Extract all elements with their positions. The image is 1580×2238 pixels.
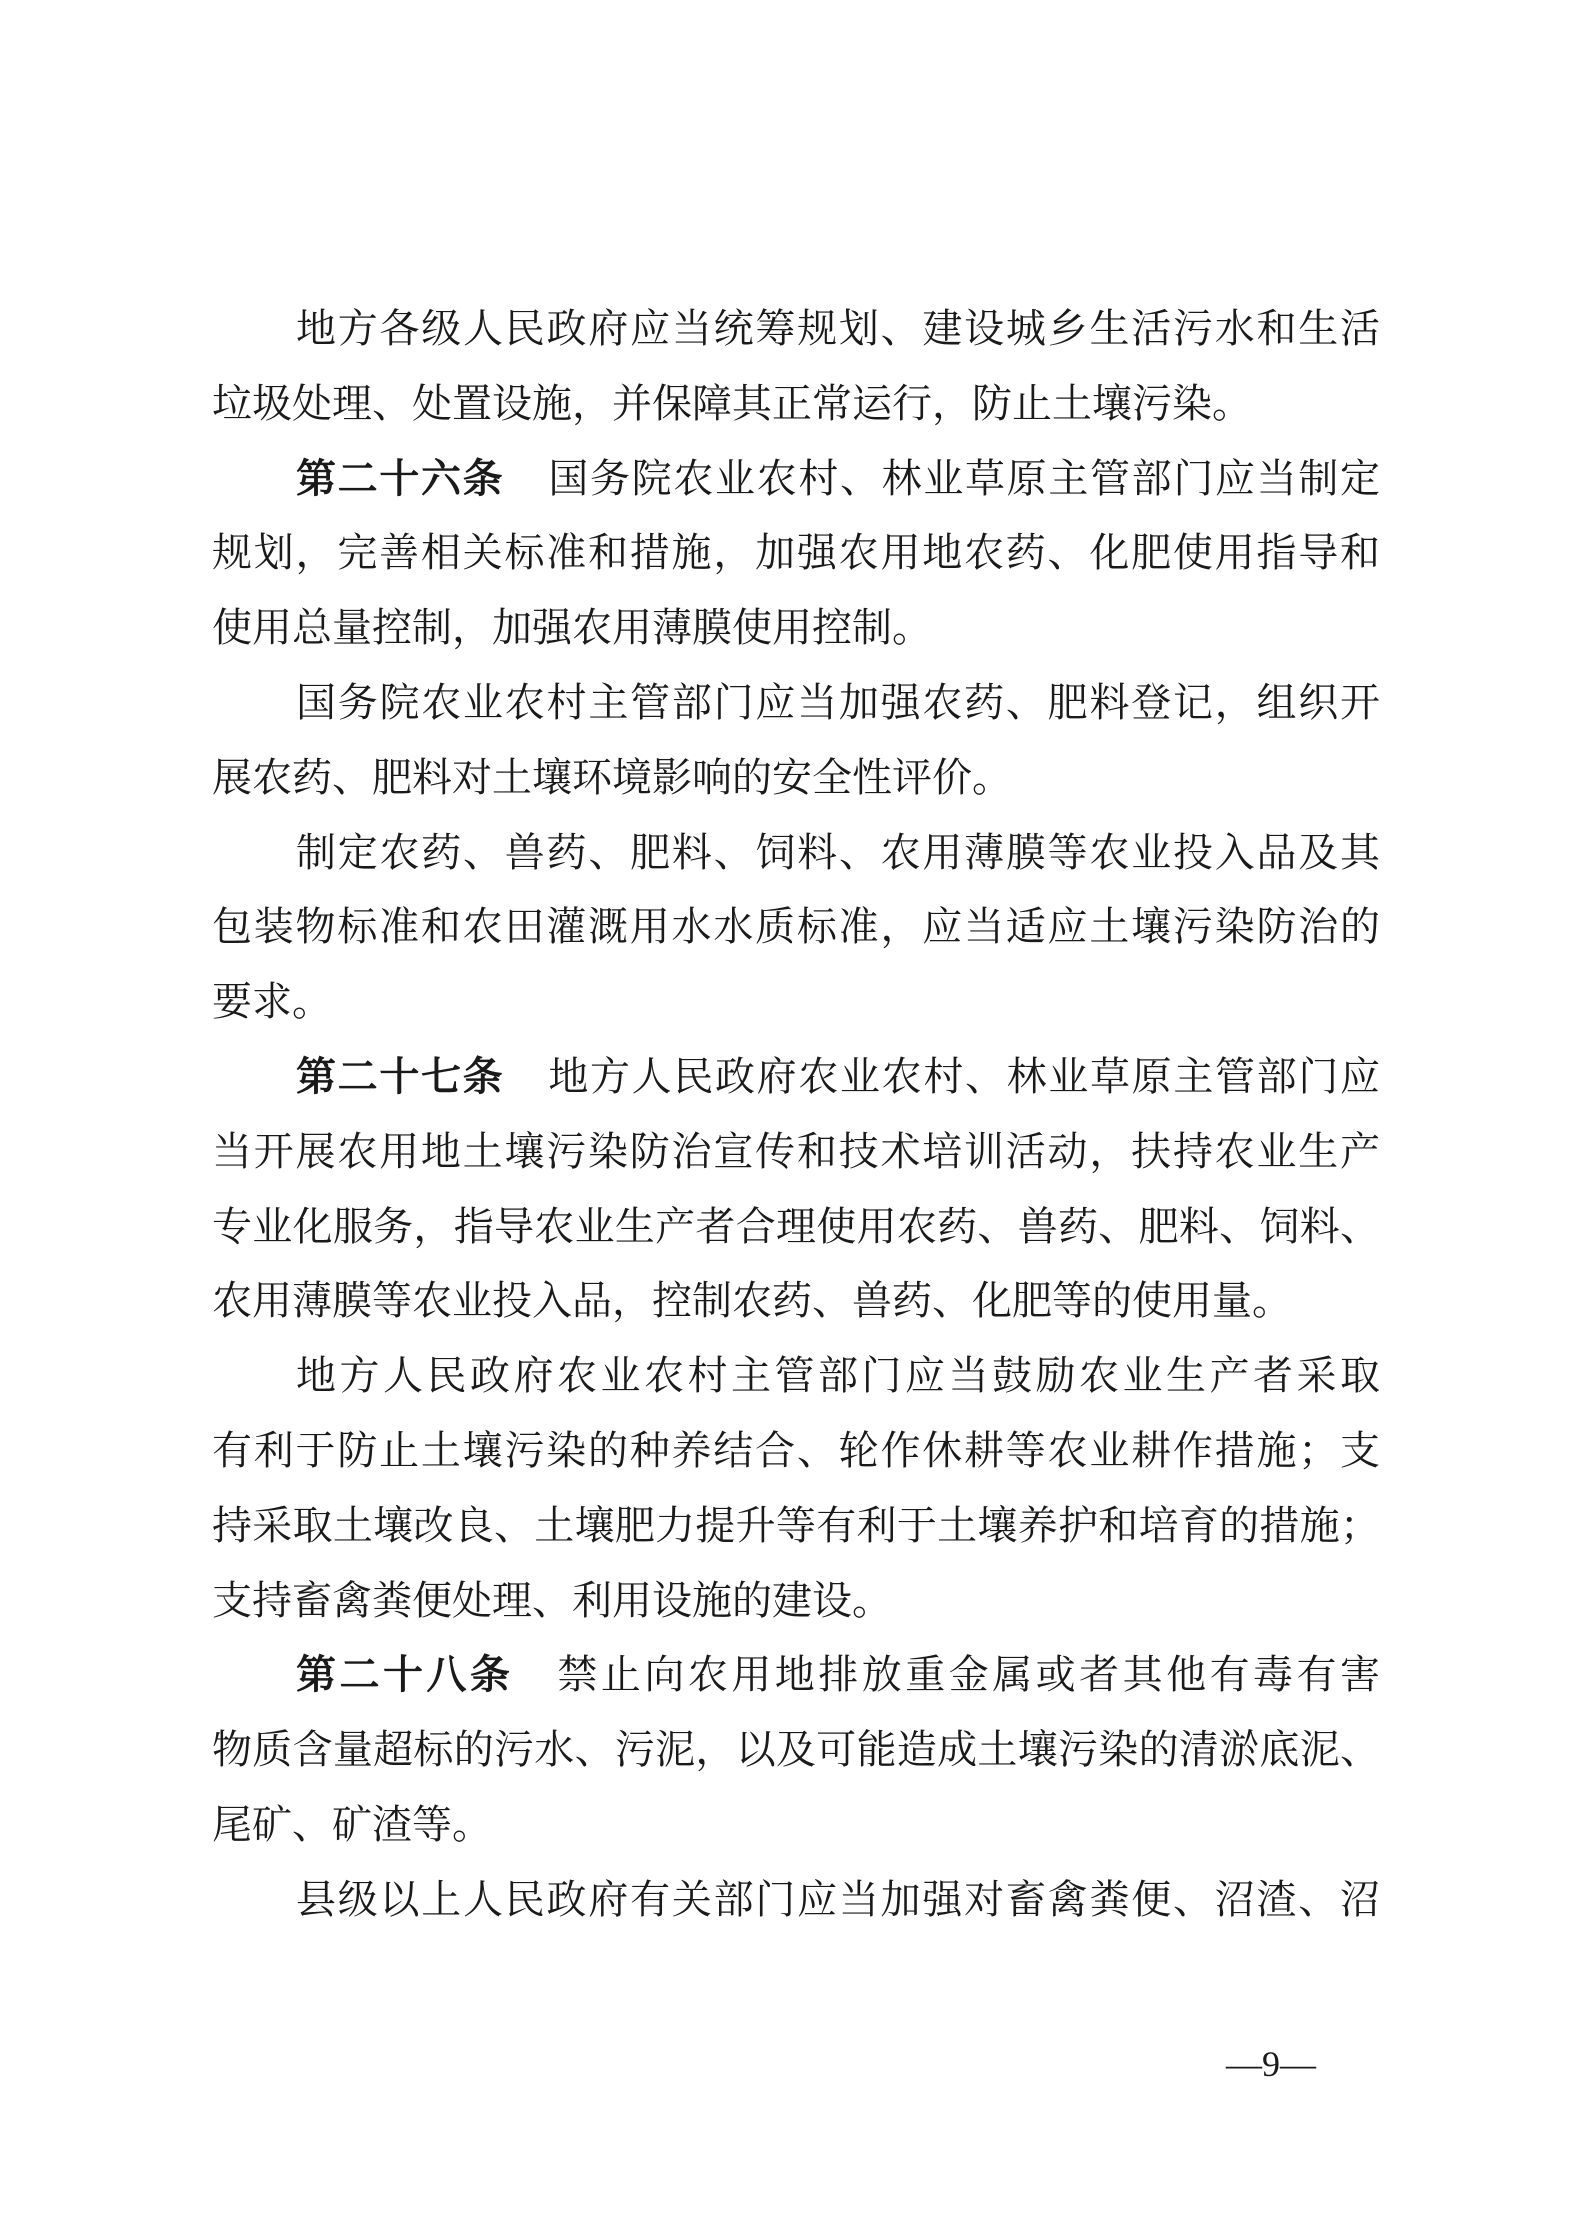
line-text: 地方人民政府农业农村主管部门应当鼓励农业生产者采取 xyxy=(296,1353,1380,1400)
paragraph xyxy=(212,816,1380,1040)
line-text: 制定农药、兽药、肥料、饲料、农用薄膜等农业投入品及其 xyxy=(296,829,1380,876)
text-line xyxy=(212,1414,1380,1489)
text-line xyxy=(212,1489,1380,1564)
paragraph xyxy=(212,292,1380,442)
paragraph xyxy=(212,1638,1380,1862)
text-line xyxy=(212,292,1380,367)
line-text: 禁止向农用地排放重金属或者其他有毒有害 xyxy=(557,1652,1381,1699)
text-line xyxy=(212,1190,1380,1265)
line-text: 专业化服务，指导农业生产者合理使用农药、兽药、肥料、饲料、 xyxy=(212,1203,1380,1250)
text-line xyxy=(212,666,1380,741)
line-text: 当开展农用地土壤污染防治宣传和技术培训活动，扶持农业生产 xyxy=(212,1128,1380,1175)
page-number: —9— xyxy=(1226,2044,1316,2084)
line-text: 有利于防止土壤污染的种养结合、轮作休耕等农业耕作措施；支 xyxy=(212,1427,1380,1474)
text-line xyxy=(212,1638,1380,1713)
paragraph xyxy=(212,1040,1380,1339)
text-line xyxy=(212,816,1380,891)
text-line xyxy=(212,1788,1380,1863)
text-line xyxy=(212,965,1380,1040)
article-label: 第二十七条 xyxy=(296,1053,505,1100)
line-text: 物质含量超标的污水、污泥，以及可能造成土壤污染的清淤底泥、 xyxy=(212,1727,1380,1774)
paragraph xyxy=(212,666,1380,816)
paragraph xyxy=(212,442,1380,666)
text-line xyxy=(212,741,1380,816)
paragraph xyxy=(212,1339,1380,1638)
text-line xyxy=(212,591,1380,666)
text-line xyxy=(212,1713,1380,1788)
article-label: 第二十六条 xyxy=(296,455,505,502)
text-line xyxy=(212,516,1380,591)
line-text: 规划，完善相关标准和措施，加强农用地农药、化肥使用指导和 xyxy=(212,530,1380,577)
line-text: 垃圾处理、处置设施，并保障其正常运行，防止土壤污染。 xyxy=(212,380,1252,427)
text-line xyxy=(212,1115,1380,1190)
line-text: 尾矿、矿渣等。 xyxy=(212,1801,492,1848)
text-line xyxy=(212,890,1380,965)
line-text: 使用总量控制，加强农用薄膜使用控制。 xyxy=(212,605,932,652)
paragraph xyxy=(212,1863,1380,1938)
line-text: 地方人民政府农业农村、林业草原主管部门应 xyxy=(548,1053,1381,1100)
text-line xyxy=(212,1264,1380,1339)
line-text: 持采取土壤改良、土壤肥力提升等有利于土壤养护和培育的措施； xyxy=(212,1502,1380,1549)
line-text: 国务院农业农村、林业草原主管部门应当制定 xyxy=(548,455,1381,502)
text-line xyxy=(212,1040,1380,1115)
line-text: 要求。 xyxy=(212,979,332,1026)
line-text: 县级以上人民政府有关部门应当加强对畜禽粪便、沼渣、沼 xyxy=(296,1876,1380,1923)
line-text: 支持畜禽粪便处理、利用设施的建设。 xyxy=(212,1577,892,1624)
text-line xyxy=(212,1564,1380,1639)
text-line xyxy=(212,442,1380,517)
text-line xyxy=(212,1339,1380,1414)
text-line xyxy=(212,1863,1380,1938)
line-text: 展农药、肥料对土壤环境影响的安全性评价。 xyxy=(212,754,1012,801)
article-label: 第二十八条 xyxy=(296,1652,514,1699)
line-text: 包装物标准和农田灌溉用水水质标准，应当适应土壤污染防治的 xyxy=(212,904,1380,951)
line-text: 地方各级人民政府应当统筹规划、建设城乡生活污水和生活 xyxy=(296,306,1380,352)
line-text: 农用薄膜等农业投入品，控制农药、兽药、化肥等的使用量。 xyxy=(212,1278,1292,1325)
line-text: 国务院农业农村主管部门应当加强农药、肥料登记，组织开 xyxy=(296,679,1380,726)
document-body xyxy=(212,292,1380,1938)
text-line xyxy=(212,367,1380,442)
